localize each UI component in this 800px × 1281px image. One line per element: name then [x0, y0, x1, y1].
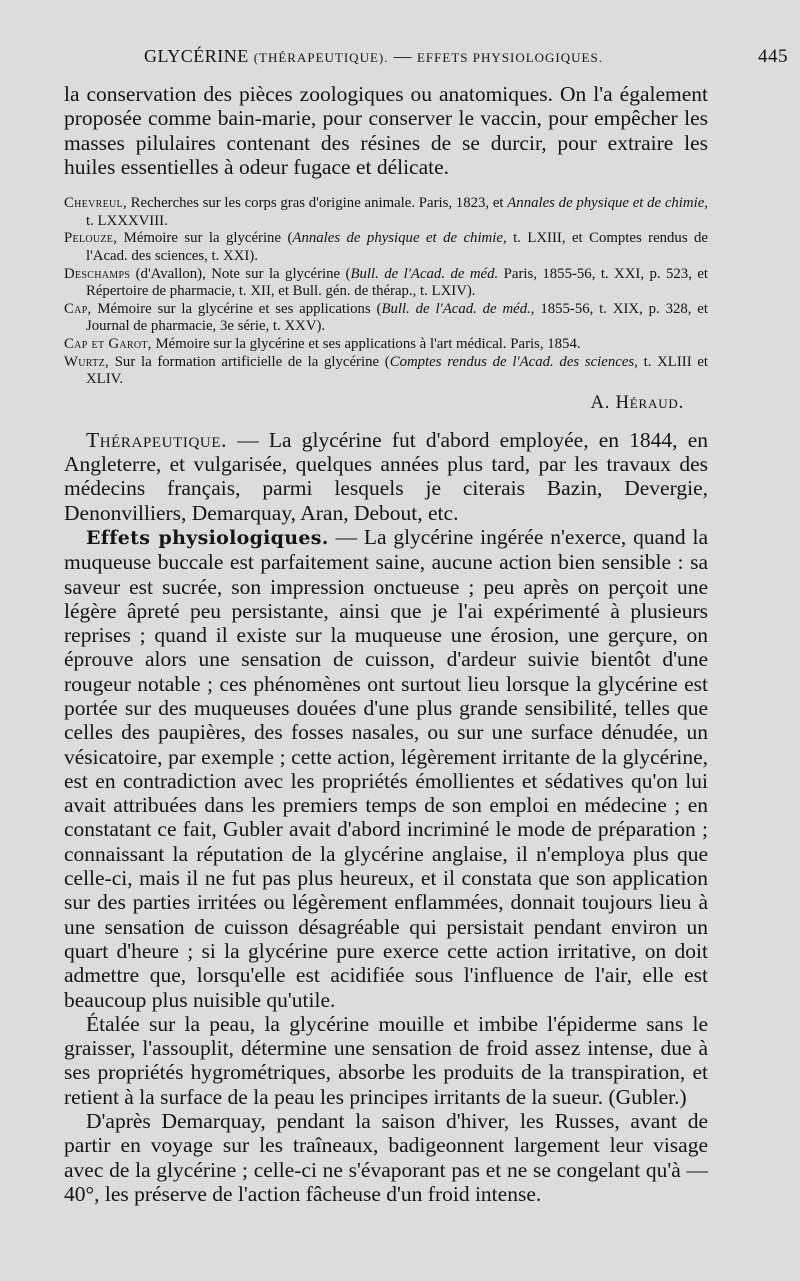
reference-journal: Comptes rendus de l'Acad. des sciences — [389, 353, 635, 370]
reference-text: Mémoire sur la glycérine ( — [117, 230, 293, 247]
reference-journal: Bull. de l'Acad. de méd. — [381, 300, 531, 317]
reference-author: Wurtz, — [64, 353, 109, 370]
peau-paragraph: Étalée sur la peau, la glycérine mouille et imbibe l'épiderme sans le graisser, l'assouplit, détermine une sensation de froid assez intense, due à ses propriétés hygrométriques, absorbe les produits de la transpiration, et retient à la surface de la peau les principes irritants de la sueur. (Gubler.) — [64, 1011, 708, 1109]
reference-tail: , 1855-56, t. XIX, p. 328, et Journal de pharmacie, 3e série, t. XXV). — [86, 300, 708, 335]
russes-paragraph: D'après Demarquay, pendant la saison d'hiver, les Russes, avant de partir en voyage sur les traîneaux, badigeonnent largement leur visage avec de la glycérine ; celle-ci ne s'évaporant pas et ne se congelant qu'à — 40°, les préserve de l'action fâcheuse d'un froid intense. — [64, 1109, 708, 1206]
reference-journal: Annales de physique et de chimie — [507, 195, 705, 212]
effets-paragraph — [64, 525, 708, 1012]
reference-item — [64, 354, 708, 389]
reference-item — [64, 301, 708, 336]
references-list — [64, 195, 708, 389]
reference-text: Recherches sur les corps gras d'origine animale. Paris, 1823, et — [126, 195, 508, 212]
subsection-text: — La glycérine ingérée n'exerce, quand la muqueuse buccale est parfaitement saine, aucune action bien sensible : sa saveur est sucrée, son impression onctueuse ; peu après on perçoit une légère âpreté peu persistante, ainsi que je l'ai expérimenté à plusieurs reprises ; quand il existe sur la muqueuse une érosion, une gerçure, on éprouve alors une sensation de cuisson, d'ardeur suivie bientôt d'une rougeur notable ; ces phénomènes ont surtout lieu lorsque la glycérine est portée sur des muqueuses douées d'une plus grande sensibilité, telles que celles des paupières, des fosses nasales, ou sur une surface dénudée, un vésicatoire, par exemple ; cette action, légèrement irritante de la glycérine, est en contradiction avec les propriétés émollientes et sédatives qu'on lui avait attribuées dans les premiers temps de son emploi en médecine ; en constatant ce fait, Gubler avait d'abord incriminé le mode de préparation ; connaissant la réputation de la glycérine anglaise, il n'employa plus que celle-ci, mais il ne fut pas plus heureux, et il constata que son application sur des parties irritées ou légèrement enflammées, donnait toujours lieu à une sensation de cuisson désagréable qui persistait pendant environ un quart d'heure ; si la glycérine pure exerce cette action irritative, on doit admettre que, lorsqu'elle est acidifiée sous l'influence de l'air, elle est beaucoup plus nuisible qu'utile. — [64, 524, 708, 1012]
reference-author: Deschamps — [64, 265, 131, 282]
intro-paragraph: la conservation des pièces zoologiques ou anatomiques. On l'a également proposée comme bain-marie, pour conserver le vaccin, pour empêcher les masses pilulaires contenant des résines de se durcir, pour extraire les huiles essentielles à odeur fugace et délicate. — [64, 82, 708, 179]
reference-author: Cap et Garot, — [64, 335, 152, 352]
header-title — [144, 46, 603, 67]
reference-item — [64, 266, 708, 301]
reference-text: Mémoire sur la glycérine et ses applications à l'art médical. Paris, 1854. — [151, 335, 581, 352]
running-header — [64, 40, 788, 68]
page-number: 445 — [758, 46, 788, 67]
reference-tail: , t. LXXXVIII. — [86, 195, 708, 229]
reference-text: Mémoire sur la glycérine et ses applications ( — [91, 300, 382, 317]
reference-tail: , t. LXIII, et Comptes rendus de l'Acad. des sciences, t. XXI). — [86, 230, 708, 264]
reference-journal: Annales de physique et de chimie — [292, 230, 503, 247]
therapeutique-paragraph — [64, 428, 708, 525]
reference-author: Chevreul, — [64, 195, 127, 212]
header-section: EFFETS PHYSIOLOGIQUES. — [416, 50, 603, 65]
reference-item — [64, 230, 708, 265]
reference-journal: Bull. de l'Acad. de méd. — [350, 265, 499, 282]
reference-tail: , t. XLIII et XLIV. — [86, 353, 709, 388]
reference-author: Pelouze, — [64, 230, 118, 247]
reference-text: (d'Avallon), Note sur la glycérine ( — [130, 265, 351, 282]
header-title-sub: (THÉRAPEUTIQUE). — [253, 50, 389, 65]
reference-text: Sur la formation artificielle de la glycérine ( — [108, 353, 390, 370]
reference-tail: Paris, 1855-56, t. XXI, p. 523, et Répertoire de pharmacie, t. XII, et Bull. gén. de thérap., t. LXIV). — [86, 265, 709, 300]
section-text: — La glycérine fut d'abord employée, en 1844, en Angleterre, et vulgarisée, quelques années plus tard, par les travaux des médecins français, parmi lesquels je citerais Bazin, Devergie, Denonvilliers, Demarquay, Aran, Debout, etc. — [64, 427, 708, 525]
reference-item — [64, 195, 708, 230]
section-label: Thérapeutique. — [86, 427, 228, 452]
reference-item — [64, 336, 708, 354]
subsection-label: Effets physiologiques. — [86, 526, 329, 549]
header-title-main: GLYCÉRINE — [144, 46, 249, 66]
header-separator: — — [393, 46, 412, 66]
signature: A. Héraud. — [590, 392, 684, 413]
reference-author: Cap, — [64, 300, 92, 317]
